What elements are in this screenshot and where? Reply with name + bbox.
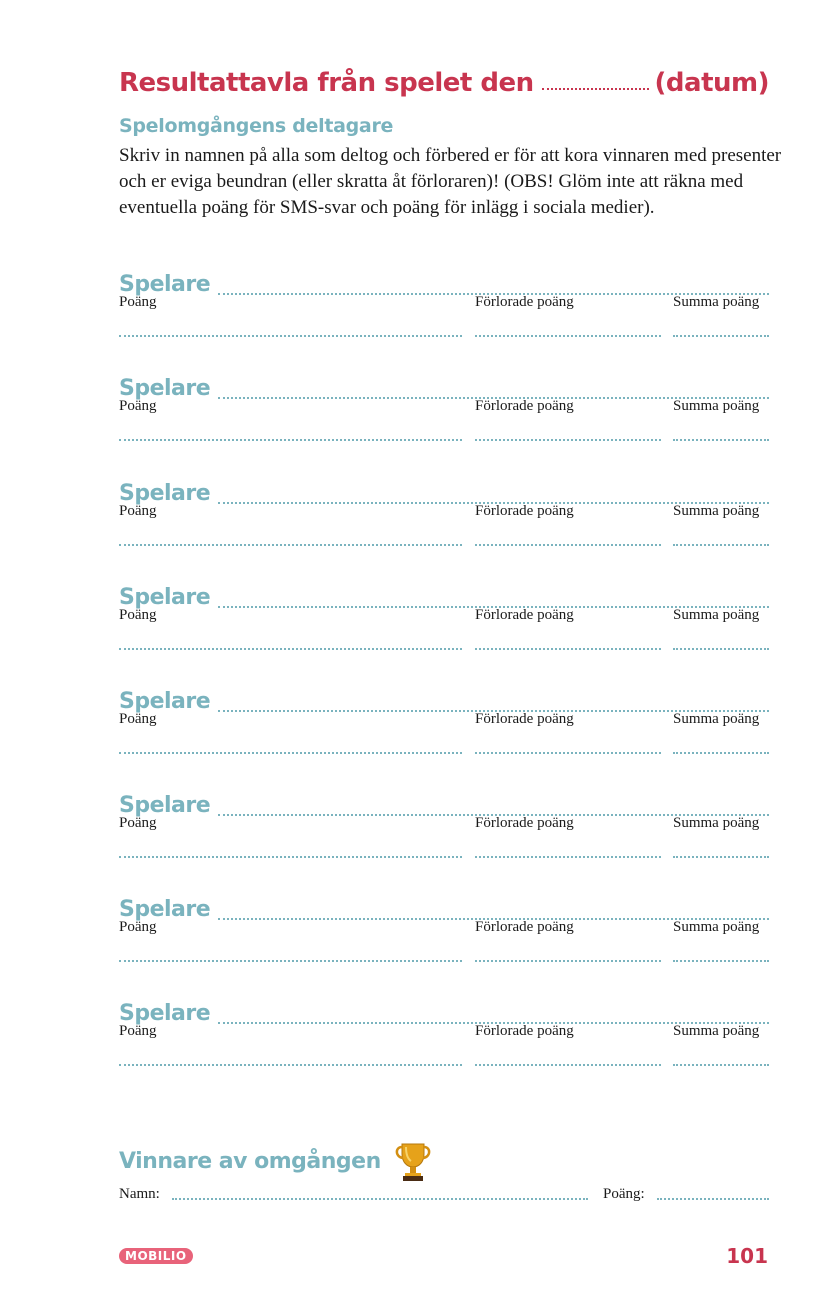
player-label: Spelare	[119, 585, 211, 610]
points-label: Poäng	[119, 503, 157, 519]
player-block	[119, 893, 769, 988]
page-title	[119, 58, 769, 98]
lost-points-field[interactable]	[475, 438, 661, 441]
title-suffix: (datum)	[654, 68, 769, 98]
sum-points-field[interactable]	[673, 855, 769, 858]
points-label: Poäng	[119, 711, 157, 727]
player-block	[119, 789, 769, 884]
player-block	[119, 372, 769, 467]
name-label: Namn:	[119, 1186, 160, 1202]
winner-heading: Vinnare av omgången	[119, 1148, 381, 1174]
sum-points-field[interactable]	[673, 438, 769, 441]
brand-logo: MOBILIO	[119, 1248, 193, 1264]
winner-name-row	[119, 1186, 769, 1210]
points-field[interactable]	[119, 855, 462, 858]
points-label: Poäng	[119, 294, 157, 310]
player-label: Spelare	[119, 376, 211, 401]
player-block	[119, 581, 769, 676]
points-label: Poäng	[119, 919, 157, 935]
lost-points-field[interactable]	[475, 334, 661, 337]
lost-points-label: Förlorade poäng	[475, 398, 574, 414]
lost-points-label: Förlorade poäng	[475, 503, 574, 519]
sum-points-field[interactable]	[673, 751, 769, 754]
points-label: Poäng	[119, 398, 157, 414]
player-block	[119, 685, 769, 780]
points-label: Poäng	[119, 1023, 157, 1039]
points-field[interactable]	[119, 543, 462, 546]
points-field[interactable]	[119, 959, 462, 962]
player-label: Spelare	[119, 793, 211, 818]
lost-points-field[interactable]	[475, 647, 661, 650]
sum-points-field[interactable]	[673, 334, 769, 337]
lost-points-field[interactable]	[475, 1063, 661, 1066]
winner-points-field[interactable]	[657, 1198, 769, 1200]
lost-points-label: Förlorade poäng	[475, 607, 574, 623]
lost-points-label: Förlorade poäng	[475, 711, 574, 727]
sum-points-label: Summa poäng	[673, 919, 760, 935]
lost-points-field[interactable]	[475, 855, 661, 858]
sum-points-label: Summa poäng	[673, 815, 760, 831]
points-field[interactable]	[119, 334, 462, 337]
player-block	[119, 997, 769, 1092]
sum-points-label: Summa poäng	[673, 607, 760, 623]
sum-points-label: Summa poäng	[673, 711, 760, 727]
player-block	[119, 477, 769, 572]
sum-points-label: Summa poäng	[673, 503, 760, 519]
lost-points-label: Förlorade poäng	[475, 919, 574, 935]
player-block	[119, 268, 769, 363]
sum-points-label: Summa poäng	[673, 1023, 760, 1039]
lost-points-field[interactable]	[475, 959, 661, 962]
player-label: Spelare	[119, 481, 211, 506]
points-field[interactable]	[119, 647, 462, 650]
lost-points-label: Förlorade poäng	[475, 294, 574, 310]
winner-name-field[interactable]	[172, 1198, 588, 1200]
player-label: Spelare	[119, 689, 211, 714]
lost-points-label: Förlorade poäng	[475, 815, 574, 831]
sum-points-label: Summa poäng	[673, 294, 760, 310]
lost-points-field[interactable]	[475, 543, 661, 546]
sum-points-field[interactable]	[673, 1063, 769, 1066]
lost-points-field[interactable]	[475, 751, 661, 754]
points-field[interactable]	[119, 1063, 462, 1066]
points-label: Poäng	[119, 815, 157, 831]
points-label: Poäng	[119, 607, 157, 623]
player-label: Spelare	[119, 272, 211, 297]
player-label: Spelare	[119, 1001, 211, 1026]
sum-points-field[interactable]	[673, 543, 769, 546]
trophy-icon	[393, 1140, 433, 1182]
sum-points-field[interactable]	[673, 959, 769, 962]
player-label: Spelare	[119, 897, 211, 922]
points-field[interactable]	[119, 438, 462, 441]
lost-points-label: Förlorade poäng	[475, 1023, 574, 1039]
winner-points-label: Poäng:	[603, 1186, 645, 1202]
date-field[interactable]	[542, 88, 649, 90]
points-field[interactable]	[119, 751, 462, 754]
intro-text: Skriv in namnen på alla som deltog och förbered er för att kora vinnaren med presenter och er eviga beundran (eller skratta åt förloraren)! (OBS! Glöm inte att räkna med eventuella poäng för SMS-svar och poäng för inlägg i sociala medier).	[119, 145, 782, 218]
participants-heading: Spelomgångens deltagare	[119, 115, 394, 137]
title-prefix: Resultattavla från spelet den	[119, 68, 534, 98]
page-number: 101	[726, 1244, 768, 1268]
sum-points-field[interactable]	[673, 647, 769, 650]
winner-section	[119, 1140, 433, 1182]
sum-points-label: Summa poäng	[673, 398, 760, 414]
